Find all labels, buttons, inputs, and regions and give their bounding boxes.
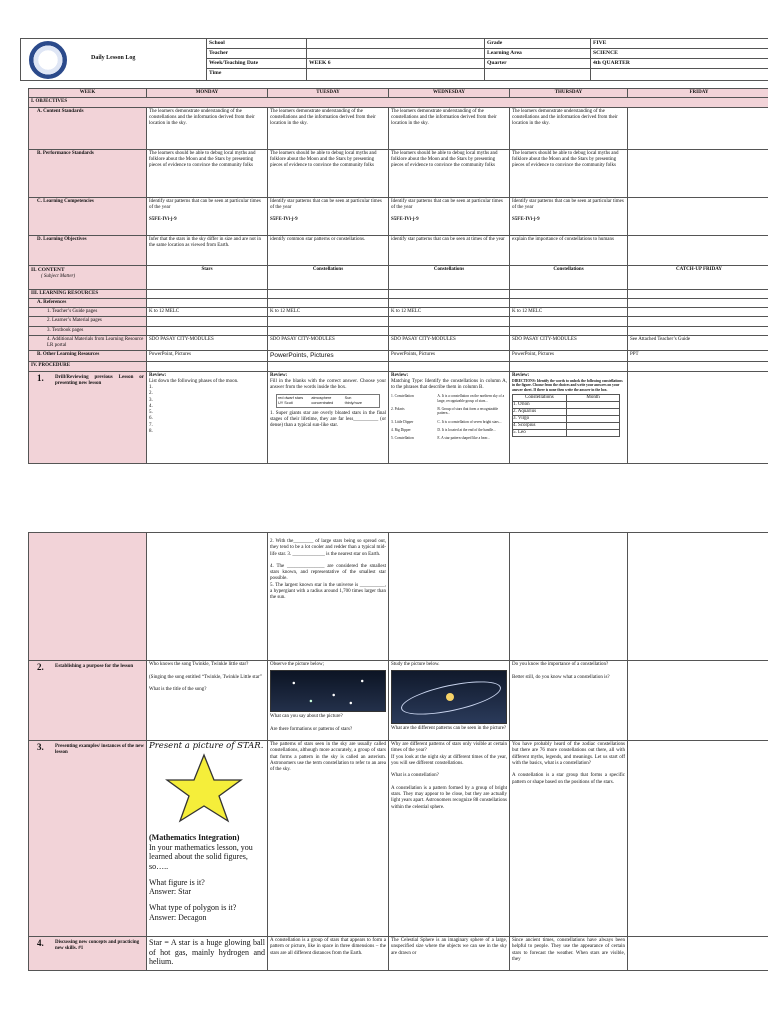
row-performance-standards: B. Performance Standards (29, 149, 147, 197)
p2-mon-song: (Singing the song entitled “Twinkle, Twinkle Little star” (149, 674, 262, 680)
p3-mon-text: In your mathematics lesson, you learned about the solid figures, so….. (149, 842, 253, 871)
other-res-tue: PowerPoints, Pictures (268, 351, 389, 362)
other-res-thu: PowerPoint, Pictures (510, 351, 628, 362)
p1-tue-q5: 5. The largest known star in the universe is __________, a hypergiant with a radius around 1,700 times larger than the sun. (270, 582, 386, 600)
perf-std-thu: The learners should be able to debug local myths and folklore about the Moon and the Stars by presenting pieces of evidence to convince the community folks (510, 149, 628, 197)
content-mon: Stars (147, 265, 268, 289)
p1-tue-q4: 4. The _______________ are considered the smallest stars known, and representative of the smallest star possible. (270, 563, 386, 582)
review-label-wed: Review: (391, 372, 409, 378)
p2-thu-q1: Do you know the importance of a constellation? (512, 662, 609, 667)
content-thu: Constellations (510, 265, 628, 289)
moon-phase-item: 1. (149, 385, 153, 391)
col-wednesday: WEDNESDAY (389, 89, 510, 98)
match-col-a-item: 5. Constellation (391, 436, 414, 441)
review-label-tue: Review: (270, 372, 288, 378)
content-wed: Constellations (389, 265, 510, 289)
competency-code-wed: S5FE-IVi-j-9 (391, 217, 419, 223)
constellation-row: 4. Scorpius (513, 422, 567, 429)
p2-wed-q: What are the different patterns can be seen in the picture? (391, 726, 507, 732)
competency-mon: Identify star patterns that can be seen at particular times of the year (149, 198, 261, 210)
lobj-wed: identify star patterns that can be seen at times of the year (389, 235, 510, 265)
p4-tue-text: A constellation is a group of stars that appears to form a pattern or picture, like in space in three dimensions – the stars are all different distances from the Earth. (270, 938, 386, 956)
p4-label: Discussing new concepts and practicing new skills. #1 (55, 940, 140, 952)
p1-tue-text: Fill in the blanks with the correct answer. Choose your answer from the words inside the box. (270, 378, 386, 391)
p3-tue-cell (268, 741, 389, 937)
moon-phase-item: 7. (149, 422, 153, 428)
moon-phase-item: 5. (149, 410, 153, 416)
other-res-mon: PowerPoint, Pictures (147, 351, 268, 362)
star-shape-icon (167, 755, 241, 821)
competency-code-mon: S5FE-IVi-j-9 (149, 217, 177, 223)
grade-label: Grade (485, 39, 591, 49)
perf-std-mon: The learners should be able to debug local myths and folklore about the Moon and the Stars by presenting pieces of evidence to convince the community folks (147, 149, 268, 197)
content-std-mon: The learners demonstrate understanding of the constellations and the information derived from their location in the sky. (147, 107, 268, 149)
row-content-standards: A. Content Standards (29, 107, 147, 149)
p2-wed-cell (389, 661, 510, 741)
section-resources: III. LEARNING RESOURCES (29, 289, 147, 298)
fri-teachers-guide: See Attached Teacher’s Guide (628, 335, 768, 351)
p3-thu-text1: You have probably heard of the zodiac constellations but there are 76 more constellations out there, all with different myths, legends, and meanings. Let us start off with the basics, what is a constellation? (512, 742, 625, 766)
row-discussing-concepts (29, 937, 147, 971)
melc-mon: K to 12 MELC (147, 308, 268, 317)
star-picture (149, 752, 259, 824)
grade-value: FIVE (591, 39, 768, 49)
week-value: WEEK 6 (307, 58, 485, 68)
p3-wed-text1: If you look at the night sky at different times of the year, you will see different constellations. (391, 754, 507, 766)
row-textbook-pages: 3. Textbook pages (29, 326, 147, 335)
p2-tue-cell (268, 661, 389, 741)
main-table (28, 88, 768, 464)
p4-thu-cell (510, 937, 628, 971)
p1-tue-q2: 2. With the________ of large stars being so spread out, they tend to be a lot cooler and redder than a typical mid-life star. 3. _____________ is the nearest star on Earth. (270, 539, 386, 557)
quarter-value: 4th QUARTER (591, 58, 768, 68)
moon-phase-item: 6. (149, 416, 153, 422)
p1-tue-cell (268, 371, 389, 463)
constellation-row: 1. Orion (513, 401, 567, 408)
teacher-label: Teacher (207, 48, 307, 58)
lobj-mon: Infer that the stars in the sky differ in size and are not in the same location as viewed from Earth. (147, 235, 268, 265)
time-label: Time (207, 68, 307, 80)
matching-worksheet (391, 393, 507, 443)
content-std-thu: The learners demonstrate understanding of the constellations and the information derived from their location in the sky. (510, 107, 628, 149)
row-purpose (29, 661, 147, 741)
p3-mon-cell (147, 741, 268, 937)
match-col-a-item: 2. Polaris (391, 407, 405, 411)
p3-mon-a1: Answer: Star (149, 887, 191, 897)
modules-mon: SDO PASAY CITY-MODULES (147, 335, 268, 351)
row-learning-objectives: D. Learning Objectives (29, 235, 147, 265)
time-value[interactable] (307, 68, 485, 80)
p3-mon-q1: What figure is it? (149, 877, 205, 887)
header-logo-cell (21, 39, 207, 81)
word-choice: atmosphere (311, 396, 332, 401)
col-friday: FRIDAY (628, 89, 768, 98)
constellation-table (512, 394, 620, 437)
col-tuesday: TUESDAY (268, 89, 389, 98)
word-choice: Sun (344, 396, 352, 401)
row-additional-materials: 4. Additional Materials from Learning Resource LR portal (29, 335, 147, 351)
p2-mon-cell (147, 661, 268, 741)
match-col-a-item: 3. Little Dipper (391, 419, 414, 424)
p3-wed-q: Why are different patterns of stars only visible at certain times of the year? (391, 742, 507, 754)
perf-std-wed: The learners should be able to debug local myths and folklore about the Moon and the Stars by presenting pieces of evidence to convince the community folks (389, 149, 510, 197)
row-presenting-examples (29, 741, 147, 937)
other-res-wed: PowerPoints, Pictures (389, 351, 510, 362)
col-monday: MONDAY (147, 89, 268, 98)
row-drill-review (29, 371, 147, 463)
word-choice: concentrated (311, 401, 334, 406)
melc-tue: K to 12 MELC (268, 308, 389, 317)
other-res-fri: PPT (628, 351, 768, 362)
p4-number: 4. (37, 938, 44, 948)
col-week: WEEK (29, 89, 147, 98)
area-label: Learning Area (485, 48, 591, 58)
p1-thu-directions: DIRECTIONS: Identify the words to unlock the following constellations in the figure. Choose from the choices and write your answers on your answer sheet. If there is none then write the answer in the box. (512, 378, 623, 392)
perf-std-tue: The learners should be able to debug local myths and folklore about the Moon and the Stars by presenting pieces of evidence to convince the community folks (268, 149, 389, 197)
p3-mon-a2: Answer: Decagon (149, 912, 207, 922)
p4-mon-text: Star = A star is a huge glowing ball of hot gas, mainly hydrogen and helium. (149, 938, 265, 967)
word-choice-box (276, 394, 380, 407)
p2-number: 2. (37, 662, 44, 672)
p1-number: 1. (37, 372, 44, 383)
match-col-b-item: C. It is a constellation of seven bright stars... (437, 419, 502, 424)
review-label-mon: Review: (149, 372, 167, 378)
word-choice: UY Scuti (278, 401, 293, 406)
area-value: SCIENCE (591, 48, 768, 58)
row-references: A. References (29, 298, 147, 307)
modules-tue: SDO PASAY CITY-MODULES (268, 335, 389, 351)
lobj-thu: explain the importance of constellations to humans (510, 235, 628, 265)
teacher-value[interactable] (307, 48, 485, 58)
p1-wed-text: Matching Type: Identify the constellations in column A, to the phrases that describe them in column B. (391, 378, 507, 391)
p2-thu-cell (510, 661, 628, 741)
week-label: Week/Teaching Date (207, 58, 307, 68)
competency-thu: Identify star patterns that can be seen at particular times of the year (512, 198, 624, 210)
p1-wed-cell (389, 371, 510, 463)
content-std-tue: The learners demonstrate understanding of the constellations and the information derived from their location in the sky. (268, 107, 389, 149)
content-fri: CATCH-UP FRIDAY (628, 265, 768, 289)
math-integration-label: (Mathematics Integration) (149, 833, 240, 843)
p3-mon-present: Present a picture of STAR. (149, 741, 264, 751)
competency-tue: Identify star patterns that can be seen at particular times of the year (270, 198, 382, 210)
p2-mon-q2: What is the title of the song? (149, 687, 207, 692)
page-title: Daily Lesson Log (91, 55, 136, 61)
subject-matter-label: ( Subject Matter) (41, 273, 76, 279)
review-label-thu: Review: (512, 372, 530, 378)
content-std-wed: The learners demonstrate understanding of the constellations and the information derived from their location in the sky. (389, 107, 510, 149)
month-col: Month (566, 394, 620, 401)
school-value[interactable] (307, 39, 485, 49)
p1-label: Drill/Reviewing previous Lesson or presenting new lesson (55, 374, 144, 386)
p3-wed-q2: What is a constellation? (391, 773, 439, 779)
p4-wed-text: The Celestial Sphere is an imaginary sphere of a large, unspecified size where the objects we can see in the sky are drawn or (391, 938, 507, 956)
p1-tue-continued (268, 533, 389, 661)
melc-wed: K to 12 MELC (389, 308, 510, 317)
row-learners-material: 2. Learner’s Material pages (29, 317, 147, 326)
p1-mon-cell (147, 371, 268, 463)
p3-number: 3. (37, 742, 44, 752)
modules-thu: SDO PASAY CITY-MODULES (510, 335, 628, 351)
p3-wed-text2: A constellation is a pattern formed by a group of bright stars. They may appear to be close, but they are actually light years apart. Astronomers recognize 88 constellations within the celestial sphere. (391, 785, 507, 810)
main-table-wrap (28, 88, 768, 464)
page2-table-wrap (28, 532, 768, 971)
modules-wed: SDO PASAY CITY-MODULES (389, 335, 510, 351)
moon-phase-item: 4. (149, 403, 153, 409)
p1-tue-q1: 1. Super giants star are overly bloated stars in the final stages of their lifetime, they are far less__________ (or dense) than a typical sun-like star. (270, 410, 386, 429)
match-col-b-item: D. It is located at the end of the handle... (437, 427, 496, 432)
content-tue: Constellations (268, 265, 389, 289)
section-objectives: I. OBJECTIVES (29, 98, 768, 107)
deped-seal-icon (29, 41, 67, 79)
match-col-a-item: 1. Constellation (391, 394, 414, 399)
moon-phase-list (149, 385, 265, 435)
p3-tue-text: The patterns of stars seen in the sky are usually called constellations, although more accurately, a group of stars that forms a pattern in the sky is called an asterism. Astronomers use the term constellation to refer to an area of the sky. (270, 742, 386, 772)
row-teachers-guide: 1. Teacher’s Guide pages (29, 308, 147, 317)
p3-mon-q2: What type of polygon is it? (149, 903, 237, 913)
constellation-map-image (391, 670, 507, 724)
competency-code-tue: S5FE-IVi-j-9 (270, 217, 298, 223)
match-col-b-item: E. A star pattern shaped like a bear... (437, 436, 490, 441)
constellation-row: 3. Virgo (513, 415, 567, 422)
p2-tue-q2: Are there formations or patterns of stars? (270, 726, 353, 732)
p2-tue-instruction: Observe the picture below; (270, 662, 325, 667)
row-learning-competencies: C. Learning Competencies (29, 197, 147, 235)
lobj-tue: identify common star patterns or constellations. (268, 235, 389, 265)
col-thursday: THURSDAY (510, 89, 628, 98)
moon-phase-item: 2. (149, 391, 153, 397)
p1-mon-text: List down the following phases of the moon. (149, 378, 239, 384)
p2-mon-q1: Who knows the song Twinkle, Twinkle little star? (149, 662, 249, 667)
p1-thu-cell (510, 371, 628, 463)
p3-thu-cell (510, 741, 628, 937)
constellation-row: 5. Leo (513, 429, 567, 436)
constellation-col: Constellations (513, 394, 567, 401)
match-col-a-item: 4. Big Dipper (391, 427, 411, 432)
p2-label: Establishing a purpose for the lesson (55, 664, 134, 669)
p4-tue-cell (268, 937, 389, 971)
match-col-b-item: A. It is a constellation on the northern sky of a large, recognizable group of stars... (437, 394, 505, 403)
p3-label: Presenting examples/ instances of the new lesson (55, 744, 144, 756)
school-label: School (207, 39, 307, 49)
constellation-row: 2. Aquarius (513, 408, 567, 415)
section-procedure: IV. PROCEDURE (29, 362, 147, 371)
moon-phase-item: 3. (149, 397, 153, 403)
row-other-resources: B. Other Learning Resources (29, 351, 147, 362)
header-table-wrap (20, 38, 768, 81)
word-choice: red dwarf stars (278, 396, 304, 401)
p3-thu-text2: A constellation is a star group that forms a specific pattern or shape based on the positions of the stars. (512, 773, 625, 785)
p4-mon-cell (147, 937, 268, 971)
header-table (20, 38, 768, 81)
p4-wed-cell (389, 937, 510, 971)
competency-wed: Identify star patterns that can be seen at particular times of the year (391, 198, 503, 210)
quarter-label: Quarter (485, 58, 591, 68)
p4-thu-text: Since ancient times, constellations have always been helpful to people. They use the appearance of certain stars to forecast the weather. When stars are visible, they (512, 938, 625, 962)
word-choice: thinly/ruze (344, 401, 362, 406)
competency-code-thu: S5FE-IVi-j-9 (512, 217, 540, 223)
night-sky-image (270, 670, 386, 712)
melc-thu: K to 12 MELC (510, 308, 628, 317)
p2-tue-q1: What can you say about the picture? (270, 714, 343, 720)
p2-wed-instruction: Study the picture below. (391, 662, 440, 667)
moon-phase-item: 8. (149, 428, 153, 434)
match-col-b-item: B. Group of stars that form a recognizable pattern... (437, 407, 499, 416)
p2-thu-q2: Better still, do you know what a constellation is? (512, 674, 610, 680)
page2-table (28, 532, 768, 971)
p3-wed-cell (389, 741, 510, 937)
section-content: II. CONTENT (31, 266, 65, 273)
